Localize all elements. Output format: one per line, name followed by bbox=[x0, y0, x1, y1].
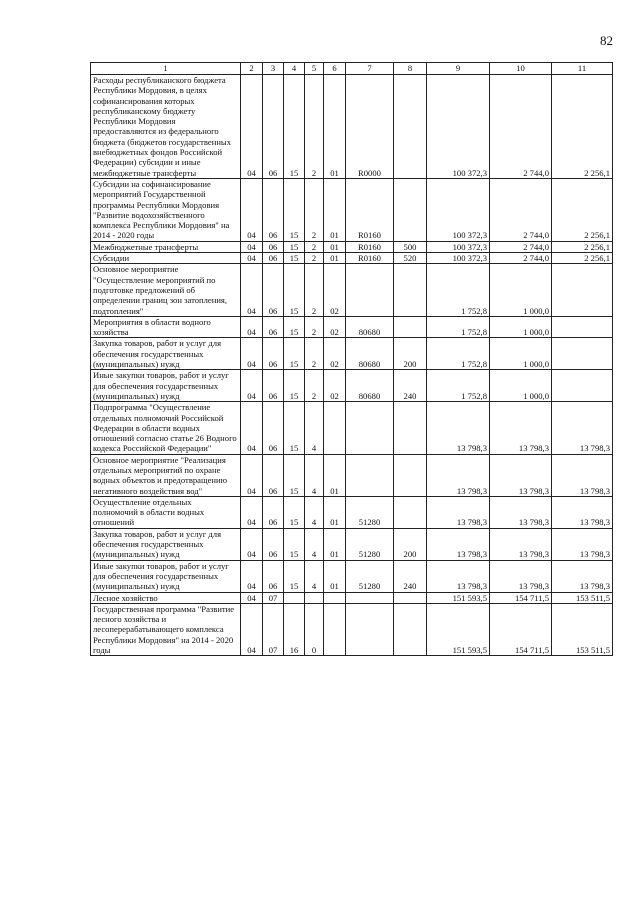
row-name: Основное мероприятие "Реализация отдельных мероприятий по охране водных объектов и предотвращению негативного воздействия вод" bbox=[91, 454, 241, 496]
code-expense-type bbox=[394, 402, 427, 454]
table-row bbox=[91, 253, 613, 264]
amount-col11: 13 798,3 bbox=[552, 402, 613, 454]
code-program: 15 bbox=[284, 454, 305, 496]
column-header: 2 bbox=[241, 63, 263, 75]
code-direction: 51280 bbox=[346, 496, 394, 528]
amount-col11: 153 511,5 bbox=[552, 592, 613, 603]
amount-col9: 1 752,8 bbox=[427, 338, 490, 370]
table-row bbox=[91, 528, 613, 560]
row-name: Субсидии bbox=[91, 253, 241, 264]
code-event: 01 bbox=[324, 528, 346, 560]
column-header: 1 bbox=[91, 63, 241, 75]
code-subsection: 06 bbox=[263, 264, 284, 316]
table-row bbox=[91, 402, 613, 454]
code-direction: R0160 bbox=[346, 178, 394, 241]
code-program: 15 bbox=[284, 496, 305, 528]
amount-col9: 13 798,3 bbox=[427, 454, 490, 496]
code-event bbox=[324, 603, 346, 655]
code-event: 01 bbox=[324, 496, 346, 528]
code-subprogram: 2 bbox=[305, 253, 324, 264]
code-program: 15 bbox=[284, 75, 305, 179]
code-subprogram: 2 bbox=[305, 370, 324, 402]
code-subsection: 07 bbox=[263, 592, 284, 603]
code-event: 02 bbox=[324, 338, 346, 370]
row-name: Основное мероприятие "Осуществление мероприятий по подготовке предложений об определении границ зон затопления, подтопления" bbox=[91, 264, 241, 316]
code-event: 01 bbox=[324, 560, 346, 592]
code-expense-type bbox=[394, 264, 427, 316]
row-name: Лесное хозяйство bbox=[91, 592, 241, 603]
amount-col10: 13 798,3 bbox=[490, 454, 552, 496]
amount-col11: 13 798,3 bbox=[552, 560, 613, 592]
amount-col11 bbox=[552, 264, 613, 316]
amount-col11 bbox=[552, 316, 613, 338]
code-section: 04 bbox=[241, 264, 263, 316]
code-event: 01 bbox=[324, 75, 346, 179]
column-header: 3 bbox=[263, 63, 284, 75]
row-name: Осуществление отдельных полномочий в области водных отношений bbox=[91, 496, 241, 528]
amount-col11: 13 798,3 bbox=[552, 496, 613, 528]
amount-col10: 13 798,3 bbox=[490, 560, 552, 592]
amount-col10: 154 711,5 bbox=[490, 592, 552, 603]
code-program: 15 bbox=[284, 178, 305, 241]
code-subsection: 06 bbox=[263, 496, 284, 528]
code-expense-type bbox=[394, 496, 427, 528]
row-name: Расходы республиканского бюджета Республики Мордовия, в целях софинансирования которых республиканскому бюджету Республики Мордовия предоставляются из федерального бюджета (бюджетов государственных внебюджетных фондов Российской Федерации) субсидии и иные межбюджетные трансферты bbox=[91, 75, 241, 179]
column-header: 4 bbox=[284, 63, 305, 75]
code-section: 04 bbox=[241, 178, 263, 241]
amount-col10: 2 744,0 bbox=[490, 253, 552, 264]
amount-col11 bbox=[552, 370, 613, 402]
code-subsection: 06 bbox=[263, 560, 284, 592]
code-section: 04 bbox=[241, 338, 263, 370]
code-subprogram: 4 bbox=[305, 560, 324, 592]
amount-col9: 1 752,8 bbox=[427, 370, 490, 402]
code-expense-type: 500 bbox=[394, 241, 427, 252]
code-expense-type bbox=[394, 592, 427, 603]
amount-col9: 100 372,3 bbox=[427, 253, 490, 264]
code-event: 01 bbox=[324, 253, 346, 264]
code-direction bbox=[346, 454, 394, 496]
code-direction: 80680 bbox=[346, 338, 394, 370]
amount-col10: 13 798,3 bbox=[490, 528, 552, 560]
amount-col9: 13 798,3 bbox=[427, 528, 490, 560]
amount-col10: 1 000,0 bbox=[490, 316, 552, 338]
row-name: Иные закупки товаров, работ и услуг для обеспечения государственных (муниципальных) нужд bbox=[91, 560, 241, 592]
amount-col11: 2 256,1 bbox=[552, 253, 613, 264]
code-section: 04 bbox=[241, 560, 263, 592]
code-subprogram: 4 bbox=[305, 528, 324, 560]
code-direction: R0160 bbox=[346, 241, 394, 252]
code-program: 15 bbox=[284, 560, 305, 592]
code-expense-type: 200 bbox=[394, 528, 427, 560]
code-subprogram: 4 bbox=[305, 496, 324, 528]
code-subprogram: 2 bbox=[305, 75, 324, 179]
code-section: 04 bbox=[241, 241, 263, 252]
column-header: 7 bbox=[346, 63, 394, 75]
table-row bbox=[91, 241, 613, 252]
code-section: 04 bbox=[241, 454, 263, 496]
code-direction: R0000 bbox=[346, 75, 394, 179]
amount-col10: 13 798,3 bbox=[490, 496, 552, 528]
code-direction: 51280 bbox=[346, 528, 394, 560]
code-section: 04 bbox=[241, 316, 263, 338]
table-row bbox=[91, 264, 613, 316]
code-section: 04 bbox=[241, 496, 263, 528]
code-expense-type bbox=[394, 454, 427, 496]
code-subsection: 06 bbox=[263, 370, 284, 402]
amount-col10: 2 744,0 bbox=[490, 241, 552, 252]
code-event bbox=[324, 592, 346, 603]
table-row bbox=[91, 178, 613, 241]
amount-col9: 1 752,8 bbox=[427, 316, 490, 338]
code-expense-type: 520 bbox=[394, 253, 427, 264]
code-subprogram: 2 bbox=[305, 178, 324, 241]
code-subsection: 06 bbox=[263, 454, 284, 496]
table-row bbox=[91, 338, 613, 370]
code-program: 15 bbox=[284, 370, 305, 402]
table-row bbox=[91, 592, 613, 603]
code-section: 04 bbox=[241, 253, 263, 264]
amount-col9: 13 798,3 bbox=[427, 496, 490, 528]
code-direction: 51280 bbox=[346, 560, 394, 592]
row-name: Закупка товаров, работ и услуг для обеспечения государственных (муниципальных) нужд bbox=[91, 528, 241, 560]
code-direction bbox=[346, 264, 394, 316]
code-subprogram: 4 bbox=[305, 454, 324, 496]
amount-col10: 1 000,0 bbox=[490, 370, 552, 402]
code-event: 01 bbox=[324, 454, 346, 496]
amount-col11: 2 256,1 bbox=[552, 241, 613, 252]
code-section: 04 bbox=[241, 528, 263, 560]
amount-col10: 2 744,0 bbox=[490, 178, 552, 241]
row-name: Межбюджетные трансферты bbox=[91, 241, 241, 252]
code-expense-type bbox=[394, 603, 427, 655]
amount-col11: 2 256,1 bbox=[552, 75, 613, 179]
budget-table bbox=[90, 62, 613, 656]
code-program: 15 bbox=[284, 338, 305, 370]
code-subprogram: 2 bbox=[305, 338, 324, 370]
code-section: 04 bbox=[241, 402, 263, 454]
table-row bbox=[91, 316, 613, 338]
code-subsection: 06 bbox=[263, 528, 284, 560]
code-subprogram: 0 bbox=[305, 603, 324, 655]
amount-col9: 100 372,3 bbox=[427, 178, 490, 241]
amount-col11: 2 256,1 bbox=[552, 178, 613, 241]
column-header: 10 bbox=[490, 63, 552, 75]
code-subsection: 06 bbox=[263, 316, 284, 338]
amount-col9: 1 752,8 bbox=[427, 264, 490, 316]
code-program: 15 bbox=[284, 528, 305, 560]
code-event: 02 bbox=[324, 264, 346, 316]
code-section: 04 bbox=[241, 603, 263, 655]
amount-col9: 13 798,3 bbox=[427, 402, 490, 454]
amount-col11: 13 798,3 bbox=[552, 528, 613, 560]
column-header: 6 bbox=[324, 63, 346, 75]
table-row bbox=[91, 560, 613, 592]
code-program: 16 bbox=[284, 603, 305, 655]
code-section: 04 bbox=[241, 75, 263, 179]
code-expense-type bbox=[394, 178, 427, 241]
column-header: 9 bbox=[427, 63, 490, 75]
amount-col9: 13 798,3 bbox=[427, 560, 490, 592]
code-subprogram: 2 bbox=[305, 241, 324, 252]
code-expense-type bbox=[394, 75, 427, 179]
code-subprogram: 4 bbox=[305, 402, 324, 454]
code-event: 02 bbox=[324, 316, 346, 338]
code-direction: R0160 bbox=[346, 253, 394, 264]
code-section: 04 bbox=[241, 370, 263, 402]
amount-col10: 1 000,0 bbox=[490, 264, 552, 316]
amount-col9: 151 593,5 bbox=[427, 592, 490, 603]
code-subsection: 06 bbox=[263, 253, 284, 264]
row-name: Подпрограмма "Осуществление отдельных полномочий Российской Федерации в области водных отношений согласно статье 26 Водного кодекса Российской Федерации" bbox=[91, 402, 241, 454]
amount-col10: 13 798,3 bbox=[490, 402, 552, 454]
code-direction: 80680 bbox=[346, 316, 394, 338]
code-program: 15 bbox=[284, 253, 305, 264]
row-name: Государственная программа "Развитие лесного хозяйства и лесоперерабатывающего комплекса Республики Мордовия" на 2014 - 2020 годы bbox=[91, 603, 241, 655]
code-expense-type: 200 bbox=[394, 338, 427, 370]
table-row bbox=[91, 603, 613, 655]
code-subsection: 06 bbox=[263, 402, 284, 454]
amount-col9: 151 593,5 bbox=[427, 603, 490, 655]
column-header: 5 bbox=[305, 63, 324, 75]
table-row bbox=[91, 75, 613, 179]
code-event: 02 bbox=[324, 370, 346, 402]
table-row bbox=[91, 496, 613, 528]
row-name: Закупка товаров, работ и услуг для обеспечения государственных (муниципальных) нужд bbox=[91, 338, 241, 370]
code-subsection: 06 bbox=[263, 241, 284, 252]
code-subsection: 06 bbox=[263, 178, 284, 241]
code-subprogram bbox=[305, 592, 324, 603]
code-subsection: 07 bbox=[263, 603, 284, 655]
code-program: 15 bbox=[284, 241, 305, 252]
amount-col10: 154 711,5 bbox=[490, 603, 552, 655]
code-direction bbox=[346, 402, 394, 454]
amount-col10: 1 000,0 bbox=[490, 338, 552, 370]
code-program bbox=[284, 592, 305, 603]
amount-col11: 13 798,3 bbox=[552, 454, 613, 496]
table-row bbox=[91, 370, 613, 402]
code-subprogram: 2 bbox=[305, 316, 324, 338]
code-expense-type: 240 bbox=[394, 370, 427, 402]
code-subsection: 06 bbox=[263, 338, 284, 370]
code-event: 01 bbox=[324, 178, 346, 241]
amount-col9: 100 372,3 bbox=[427, 241, 490, 252]
code-subsection: 06 bbox=[263, 75, 284, 179]
code-direction bbox=[346, 592, 394, 603]
code-program: 15 bbox=[284, 264, 305, 316]
row-name: Иные закупки товаров, работ и услуг для обеспечения государственных (муниципальных) нужд bbox=[91, 370, 241, 402]
amount-col10: 2 744,0 bbox=[490, 75, 552, 179]
code-program: 15 bbox=[284, 316, 305, 338]
table-row bbox=[91, 454, 613, 496]
column-header: 11 bbox=[552, 63, 613, 75]
amount-col11 bbox=[552, 338, 613, 370]
page-number: 82 bbox=[600, 33, 613, 48]
amount-col11: 153 511,5 bbox=[552, 603, 613, 655]
amount-col9: 100 372,3 bbox=[427, 75, 490, 179]
code-event: 01 bbox=[324, 241, 346, 252]
column-header: 8 bbox=[394, 63, 427, 75]
code-subprogram: 2 bbox=[305, 264, 324, 316]
code-expense-type bbox=[394, 316, 427, 338]
code-event bbox=[324, 402, 346, 454]
row-name: Мероприятия в области водного хозяйства bbox=[91, 316, 241, 338]
code-section: 04 bbox=[241, 592, 263, 603]
code-expense-type: 240 bbox=[394, 560, 427, 592]
code-program: 15 bbox=[284, 402, 305, 454]
header-row bbox=[91, 63, 613, 75]
code-direction: 80680 bbox=[346, 370, 394, 402]
row-name: Субсидии на софинансирование мероприятий Государственной программы Республики Мордовия "Развитие водохозяйственного комплекса Республики Мордовия" на 2014 - 2020 годы bbox=[91, 178, 241, 241]
code-direction bbox=[346, 603, 394, 655]
